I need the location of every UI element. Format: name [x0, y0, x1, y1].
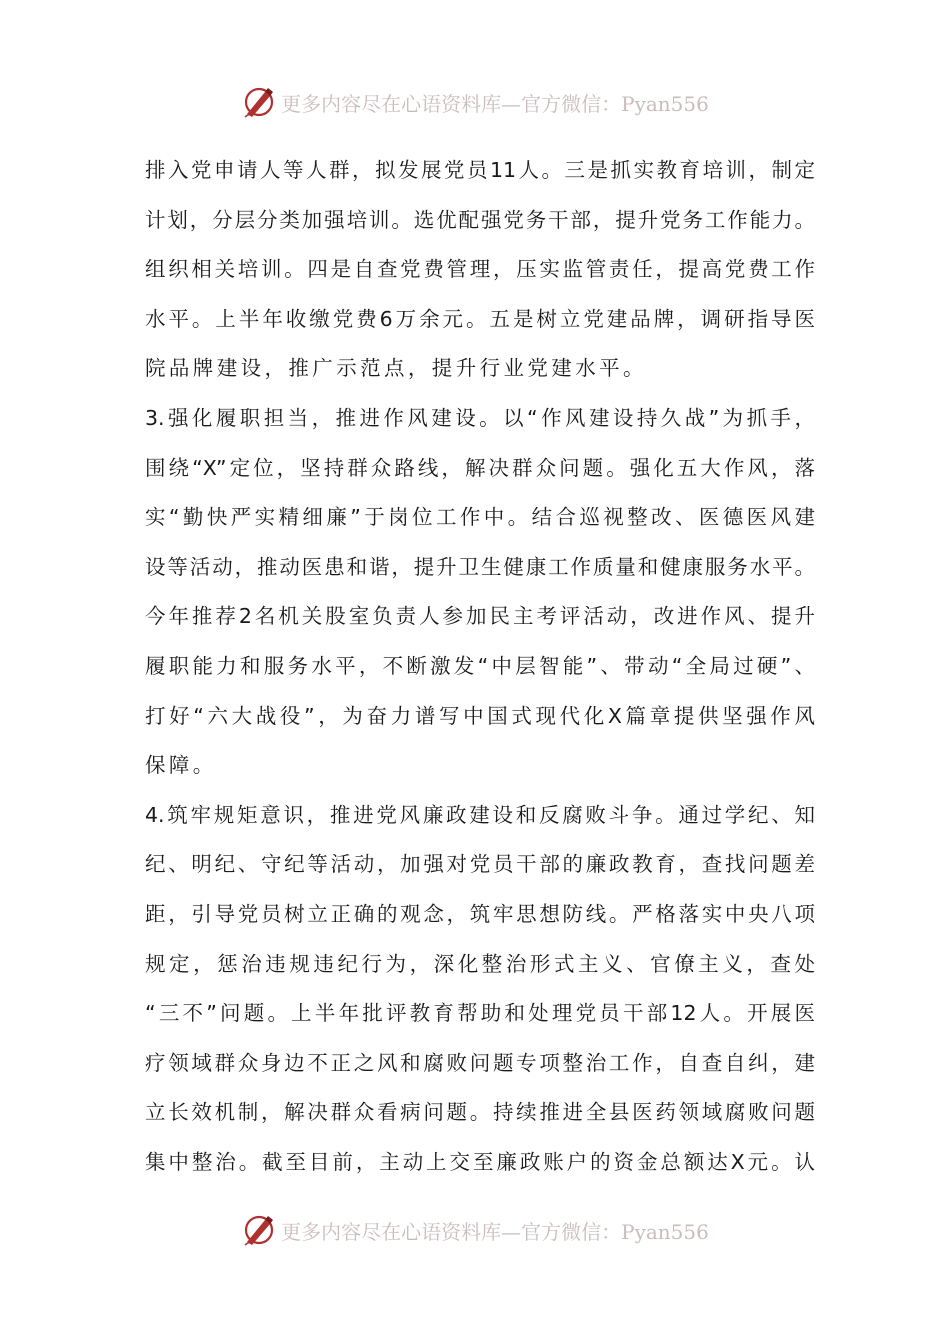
header-banner-text: 更多内容尽在心语资料库—官方微信：Pyan556 [281, 91, 709, 116]
document-body [145, 146, 815, 1187]
body-line: 3.强化履职担当，推进作风建设。以“作风建设持久战”为抓手， [145, 405, 815, 430]
body-line: 设等活动，推动医患和谐，提升卫生健康工作质量和健康服务水平。 [145, 554, 815, 579]
body-line: 疗领域群众身边不正之风和腐败问题专项整治工作，自查自纠，建 [145, 1050, 815, 1075]
footer-banner [0, 1210, 950, 1250]
body-line: 距，引导党员树立正确的观念，筑牢思想防线。严格落实中央八项 [145, 901, 815, 926]
body-line: 集中整治。截至目前，主动上交至廉政账户的资金总额达X元。认 [145, 1149, 815, 1174]
pen-logo-icon [241, 1212, 277, 1248]
body-line: 履职能力和服务水平，不断激发“中层智能”、带动“全局过硬”、 [145, 653, 815, 678]
body-line: “三不”问题。上半年批评教育帮助和处理党员干部12人。开展医 [145, 1001, 815, 1026]
body-line: 立长效机制，解决群众看病问题。持续推进全县医药领域腐败问题 [145, 1100, 815, 1125]
body-line: 围绕“X”定位，坚持群众路线，解决群众问题。强化五大作风，落 [145, 455, 815, 480]
body-line: 水平。上半年收缴党费6万余元。五是树立党建品牌，调研指导医 [145, 306, 815, 331]
body-line: 今年推荐2名机关股室负责人参加民主考评活动，改进作风、提升 [145, 604, 815, 629]
body-line: 4.筑牢规矩意识，推进党风廉政建设和反腐败斗争。通过学纪、知 [145, 802, 815, 827]
body-line: 计划，分层分类加强培训。选优配强党务干部，提升党务工作能力。 [145, 207, 815, 232]
footer-banner-text: 更多内容尽在心语资料库—官方微信：Pyan556 [281, 1219, 709, 1244]
body-line: 打好“六大战役”，为奋力谱写中国式现代化X篇章提供坚强作风 [145, 703, 815, 728]
body-line: 实“勤快严实精细廉”于岗位工作中。结合巡视整改、医德医风建 [145, 505, 815, 530]
pen-logo-icon [241, 84, 277, 120]
body-line: 组织相关培训。四是自查党费管理，压实监管责任，提高党费工作 [145, 257, 815, 282]
body-line: 规定，惩治违规违纪行为，深化整治形式主义、官僚主义，查处 [145, 951, 815, 976]
header-banner [0, 82, 950, 122]
body-line: 纪、明纪、守纪等活动，加强对党员干部的廉政教育，查找问题差 [145, 852, 815, 877]
body-line: 保障。 [145, 753, 217, 778]
body-line: 排入党申请人等人群，拟发展党员11人。三是抓实教育培训，制定 [145, 158, 815, 182]
body-line: 院品牌建设，推广示范点，提升行业党建水平。 [145, 356, 647, 381]
